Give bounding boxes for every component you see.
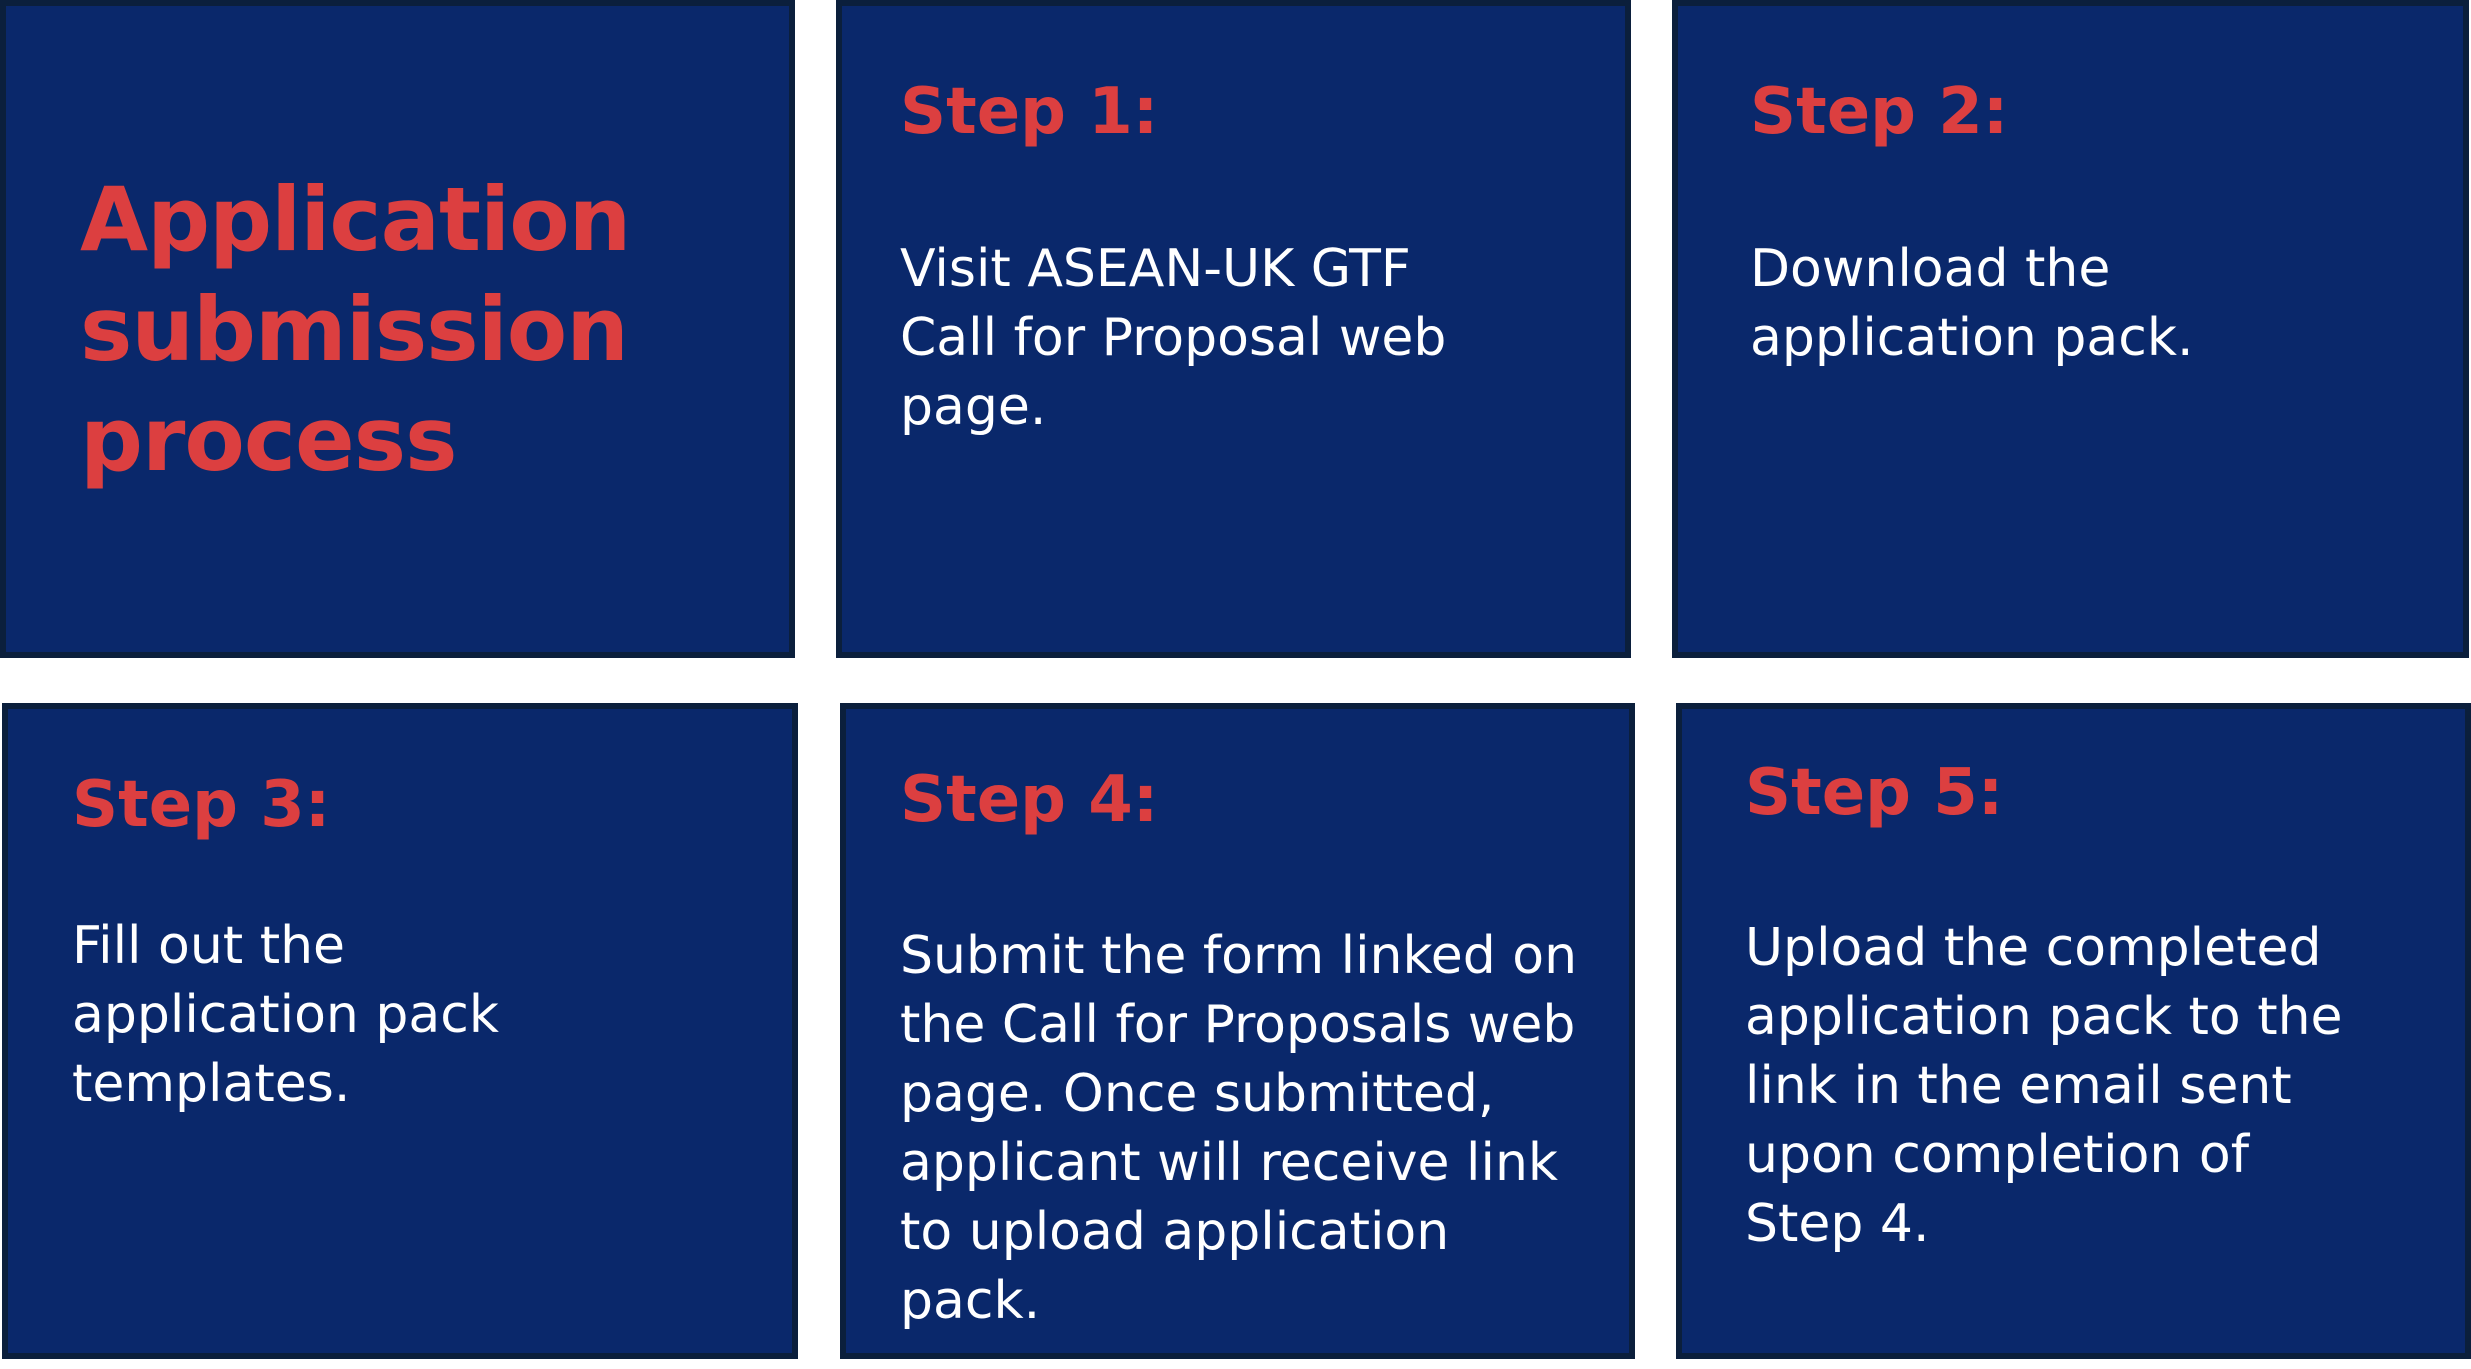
step-2-text: Download the application pack. xyxy=(1750,239,2194,368)
step-4-text: Submit the form linked on the Call for Proposals web page. Once submitted, applicant will receive link to upload application pack. xyxy=(900,926,1578,1331)
step-1-heading: Step 1: xyxy=(900,75,1159,149)
step-1-text: Visit ASEAN-UK GTF Call for Proposal web page. xyxy=(900,239,1447,437)
step-3-heading: Step 3: xyxy=(72,768,331,842)
step-4-heading: Step 4: xyxy=(900,763,1159,837)
step-3-text: Fill out the application pack templates. xyxy=(72,916,499,1114)
step-2-heading: Step 2: xyxy=(1750,75,2009,149)
process-title: Application submission process xyxy=(80,168,631,491)
step-5-text: Upload the completed application pack to the link in the email sent upon completion of Step 4. xyxy=(1745,918,2343,1254)
step-5-heading: Step 5: xyxy=(1745,756,2004,830)
